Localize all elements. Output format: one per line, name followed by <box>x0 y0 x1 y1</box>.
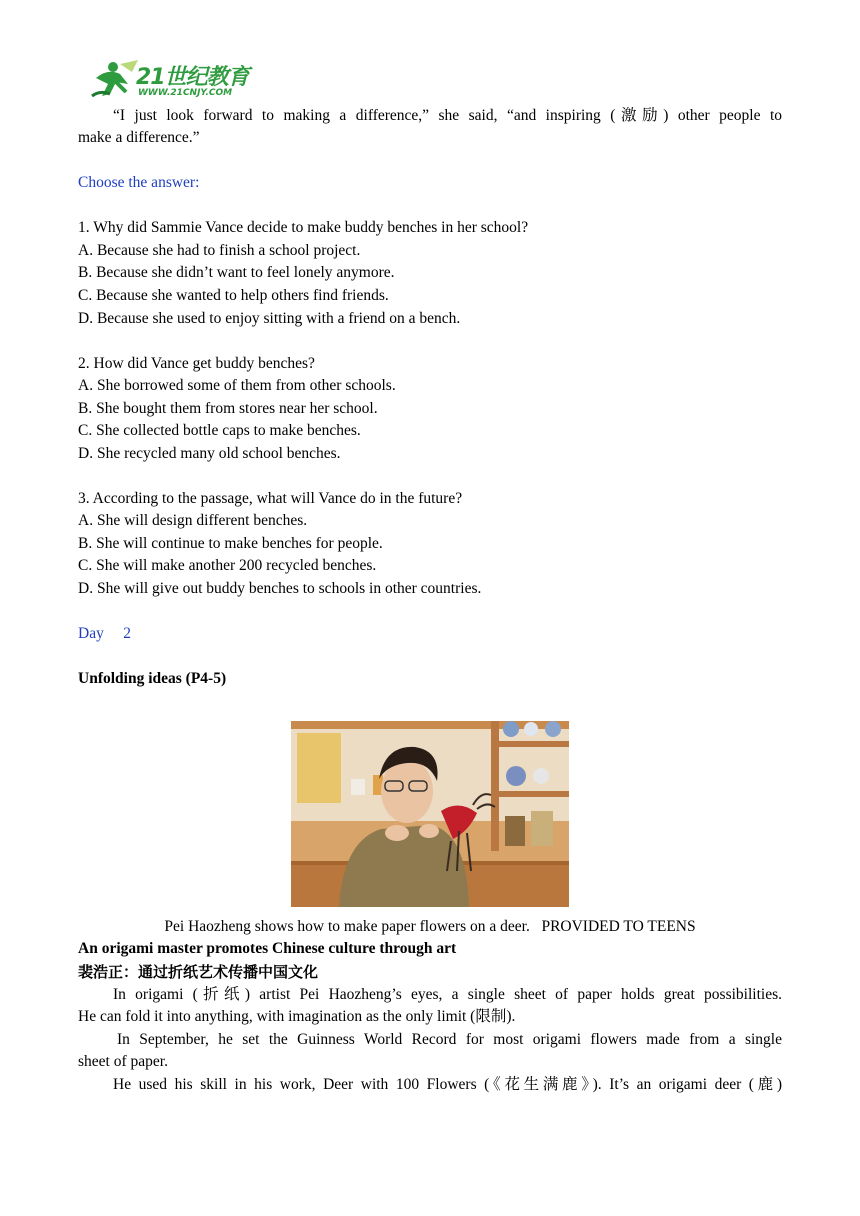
quote-line-2: make a difference.” <box>78 129 200 146</box>
question-3-option-b: B. She will continue to make benches for people. <box>78 535 383 552</box>
paragraph-1-line-2: He can fold it into anything, with imagination as the only limit (限制). <box>78 1008 516 1025</box>
site-logo <box>86 58 251 102</box>
section-title: Unfolding ideas (P4-5) <box>78 670 227 687</box>
question-2-option-b: B. She bought them from stores near her school. <box>78 400 378 417</box>
quote-line-1: “I just look forward to making a difference,” she said, “and inspiring (激励) other people to <box>113 107 782 124</box>
question-1-option-d: D. Because she used to enjoy sitting with a friend on a bench. <box>78 310 461 327</box>
instruction-heading: Choose the answer: <box>78 174 200 191</box>
photo-caption: Pei Haozheng shows how to make paper flowers on a deer. PROVIDED TO TEENS <box>164 918 696 935</box>
question-2-option-a: A. She borrowed some of them from other schools. <box>78 377 396 394</box>
day-label: Day 2 <box>78 625 131 642</box>
question-1-option-c: C. Because she wanted to help others find friends. <box>78 287 389 304</box>
question-2-option-c: C. She collected bottle caps to make benches. <box>78 422 361 439</box>
paragraph-1-line-1: In origami (折纸) artist Pei Haozheng’s eyes, a single sheet of paper holds great possibilities. <box>113 986 782 1003</box>
question-3-option-a: A. She will design different benches. <box>78 512 308 529</box>
question-1: 1. Why did Sammie Vance decide to make buddy benches in her school? <box>78 219 529 236</box>
question-3-option-c: C. She will make another 200 recycled benches. <box>78 557 377 574</box>
article-title-cn: 裴浩正：通过折纸艺术传播中国文化 <box>78 963 319 981</box>
question-3-option-d: D. She will give out buddy benches to schools in other countries. <box>78 580 482 597</box>
article-photo <box>291 721 569 907</box>
question-3: 3. According to the passage, what will Vance do in the future? <box>78 490 463 507</box>
question-2: 2. How did Vance get buddy benches? <box>78 355 315 372</box>
paragraph-2-line-2: sheet of paper. <box>78 1053 168 1070</box>
logo-sub-text: WWW.21CNJY.COM <box>138 88 233 98</box>
paragraph-2-line-1: In September, he set the Guinness World Record for most origami flowers made from a single <box>117 1031 782 1048</box>
paragraph-3-line-1: He used his skill in his work, Deer with 100 Flowers (《花生满鹿》). It’s an origami deer (鹿) <box>113 1076 782 1093</box>
article-title-en: An origami master promotes Chinese culture through art <box>78 940 457 957</box>
question-1-option-a: A. Because she had to finish a school project. <box>78 242 361 259</box>
logo-main-text: 21世纪教育 <box>136 65 249 90</box>
question-2-option-d: D. She recycled many old school benches. <box>78 445 341 462</box>
question-1-option-b: B. Because she didn’t want to feel lonely anymore. <box>78 264 395 281</box>
